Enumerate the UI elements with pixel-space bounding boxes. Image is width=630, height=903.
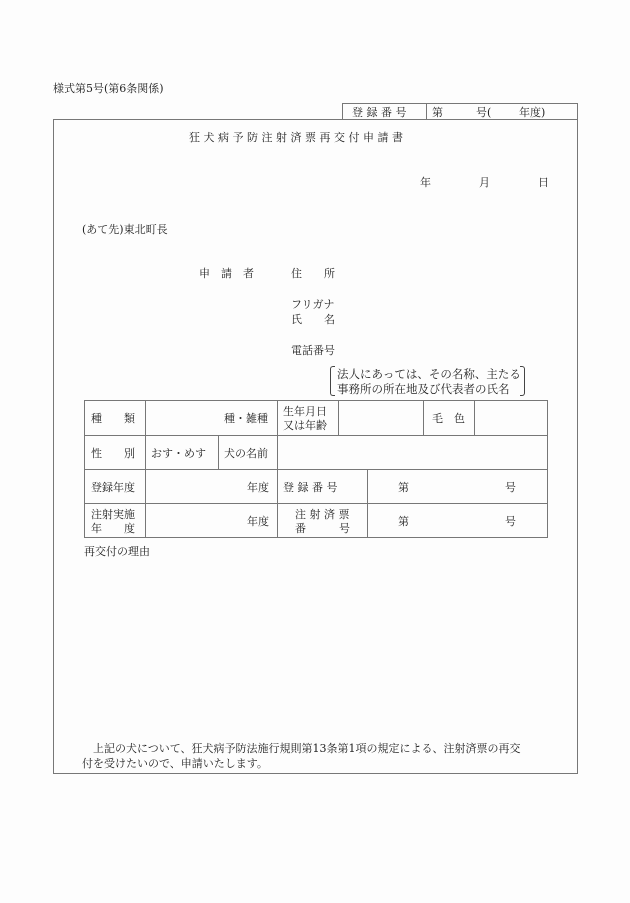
registration-no-dai[interactable]: 第 <box>398 481 409 494</box>
right-bracket <box>520 366 525 396</box>
corporate-note-line1: 法人にあっては、その名称、主たる <box>337 367 521 381</box>
applicant-label: 申 請 者 <box>199 267 254 280</box>
left-bracket <box>330 366 335 396</box>
registration-year-label: 登録年度 <box>91 481 135 494</box>
birth-label-1: 生年月日 <box>283 405 327 418</box>
form-title: 狂 犬 病 予 防 注 射 済 票 再 交 付 申 請 書 <box>189 131 403 144</box>
registration-number-label: 登 録 番 号 <box>352 106 407 119</box>
dog-name-field[interactable] <box>279 437 545 467</box>
registration-gou: 号( <box>476 106 492 119</box>
registration-dai: 第 <box>432 106 443 119</box>
birth-date-field[interactable] <box>340 402 422 434</box>
sex-value[interactable]: おす・めす <box>151 447 206 460</box>
date-month[interactable]: 月 <box>479 176 490 189</box>
coat-color-field[interactable] <box>476 402 546 434</box>
registration-no-gou: 号 <box>505 481 516 494</box>
reissue-reason-label: 再交付の理由 <box>84 545 150 558</box>
form-id: 様式第5号(第6条関係) <box>53 82 164 95</box>
declaration-line2: 付を受けたいので、申請いたします。 <box>82 757 268 770</box>
date-year[interactable]: 年 <box>420 176 431 189</box>
address-label: 住 所 <box>291 267 335 280</box>
injection-year-label-1: 注射実施 <box>91 508 135 521</box>
declaration-line1: 上記の犬について、狂犬病予防法施行規則第13条第1項の規定による、注射済票の再交 <box>82 742 521 755</box>
reissue-reason-field[interactable] <box>84 560 548 730</box>
tag-no-label-2: 番 号 <box>295 522 350 535</box>
phone-label: 電話番号 <box>291 344 335 357</box>
type-label: 種 類 <box>91 412 135 425</box>
furigana-label: フリガナ <box>291 298 335 311</box>
injection-year-suffix[interactable]: 年度 <box>247 515 269 528</box>
dog-name-label: 犬の名前 <box>224 447 268 460</box>
registration-year-suffix[interactable]: 年度 <box>247 481 269 494</box>
tag-no-label-1: 注 射 済 票 <box>295 508 350 521</box>
date-day[interactable]: 日 <box>538 176 549 189</box>
breed-label[interactable]: 種・雑種 <box>224 412 268 425</box>
sex-label: 性 別 <box>91 447 135 460</box>
birth-label-2: 又は年齢 <box>283 419 327 432</box>
registration-no-label: 登 録 番 号 <box>283 481 338 494</box>
injection-year-label-2: 年 度 <box>91 522 135 535</box>
name-label: 氏 名 <box>291 313 335 326</box>
corporate-note-line2: 事務所の所在地及び代表者の氏名 <box>337 382 510 396</box>
coat-color-label: 毛 色 <box>432 412 465 425</box>
tag-no-dai[interactable]: 第 <box>398 515 409 528</box>
addressee: (あて先)東北町長 <box>82 223 168 236</box>
tag-no-gou: 号 <box>505 515 516 528</box>
registration-nendo: 年度) <box>519 106 546 119</box>
